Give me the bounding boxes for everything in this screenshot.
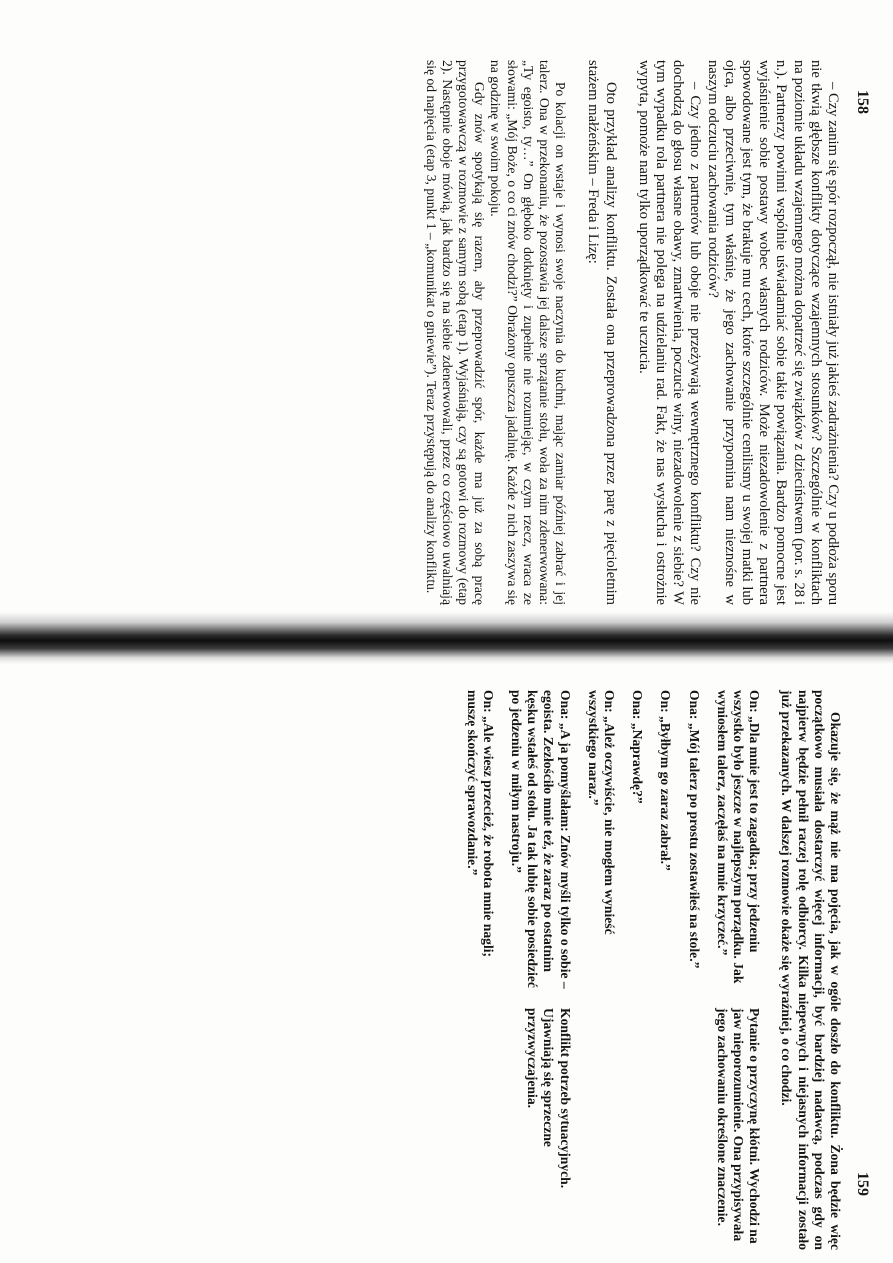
paragraph-example: Po kolacji on wstaje i wynosi swoje naczynia do kuchni, mając zamiar później zabrać i jej talerz. Ona w przekonaniu, że pozostawia jej dalsze sprzątanie stołu, woła za nim zdenerwowana: „Ty egoisto, ty…” On głęboko dotknięty i zupełnie nie rozumiejąc, w czym rzecz, wraca ze słowami: „Mój Boże, o co ci znów chodzi?” Obrażony opuszcza jadalnię. Każde z nich zaszywa się na godzinę w swoim pokoju.: [488, 60, 569, 605]
dialogue-comment: [629, 1008, 645, 1248]
dialogue-row: [714, 690, 763, 1250]
paragraph: – Czy jedno z partnerów lub oboje nie przeżywają wewnętrznego konfliktu? Czy nie dochodzą do głosu własne obawy, zmartwienia, poczucie winy, niezadowolenie z siebie? W tym wypadku rola partnera nie polega na udzielaniu rad. Fakt, że nas wysłucha i ostrożnie wypyta, pomoże nam tylko uporządkować te uczucia.: [635, 60, 704, 605]
dialogue-comment: Konflikt potrzeb sytuacyjnych. Ujawniają się sprzeczne przyzwyczajenia.: [525, 1008, 573, 1189]
dialogue-row: [585, 690, 617, 1250]
dialogue-row: [508, 690, 573, 1250]
dialogue-comment: [685, 1008, 701, 1248]
dialogue-comment: [657, 1008, 673, 1248]
dialogue-line: On: „Byłbym go zaraz zabrał.”: [658, 690, 674, 871]
paragraph: – Czy zanim się spór rozpoczął, nie istniały już jakieś zadrażnienia? Czy u podłoża sporu nie tkwią głębsze konflikty dotyczące wzajemnych stosunków? Szczególnie w konfliktach na poziomie układu wzajemnego można dopatrzeć się związków z dzieciństwem (por. s. 28 i n.). Partnerzy powinni wspólnie uświadamiać sobie takie powiązania. Bardzo pomocne jest wyjaśnienie sobie postawy wobec własnych rodziców. Może niezadowolenie z partnera spowodowane jest tym, że brakuje mu cech, które szczególnie cenilismy u swojej matki lub ojca, albo przeciwnie, tym właśnie, że jego zachowanie przypomina nam nieznośne w naszym odczuciu zachowania rodziców?: [704, 60, 841, 605]
dialogue-row: [685, 690, 701, 1250]
dialogue-line: Ona: „Naprawdę?”: [630, 690, 646, 804]
book-gutter: [0, 612, 893, 664]
dialogue-line: Ona: „A ja pomyślałam: Znów myśli tylko o sobie – egoista. Zezłościło mnie też, że zaraz po ostatnim kęsku wstałeś od stołu. Ja tak lubię sobie posiedzieć po jedzeniu w miłym nastroju.”: [508, 690, 573, 989]
dialogue-row: [629, 690, 645, 1250]
dialogue-line: On: „Ależ oczywiście, nie mogłem wynieść wszystkiego naraz.”: [585, 690, 617, 935]
dialogue-block: [463, 690, 762, 1250]
intro-paragraph: Okazuje się, że mąż nie ma pojęcia, jak w ogóle doszło do konfliktu. Żona będzie więc początkowo musiała dostarczyć więcej informacji, być bardziej nadawcą, podczas gdy on najpierw będzie pełnił raczej rolę odbiorcy. Kilka niepewnych i niejasnych informacji zostało już przekazanych. W dalszej rozmowie okaże się wyraźniej, o co chodzi.: [779, 690, 843, 1250]
dialogue-comment: Pytanie o przyczynę kłótni. Wychodzi na jaw nieporozumienie. Ona przypisywała jego zachowaniu określone znaczenie.: [714, 1008, 763, 1244]
dialogue-comment: [463, 1008, 495, 1248]
dialogue-row: [657, 690, 673, 1250]
page-number-right: 159: [854, 1172, 871, 1196]
page-158-text: [422, 60, 841, 605]
paragraph-example: Gdy znów spotykają się razem, aby przeprowadzić spór, każde ma już za sobą pracę przygotowawczą w rozmowie z samym sobą (etap 1). Wyjaśniają, czy są gotowi do rozmowy (etap 2). Następnie oboje mówią, jak bardzo się na siebie zdenerwowali, przez co częściowo uwalniają się od napięcia (etap 3, punkt 1 – „komunikat o gniewie”). Teraz przystępują do analizy konfliktu.: [423, 60, 488, 605]
page-number-left: 158: [854, 90, 871, 114]
dialogue-row: [463, 690, 495, 1250]
dialogue-line: On: „Dla mnie jest to zagadka; przy jedzeniu wszystko było jeszcze w najlepszym porządku. Jak wyniosłem talerz, zaczęłaś na mnie krzyczeć.”: [714, 690, 763, 984]
page-159-text: [451, 690, 843, 1250]
dialogue-line: Ona: „Mój talerz po prostu zostawiłeś na stole.”: [686, 690, 702, 969]
dialogue-line: On: „Ale wiesz przecież, że robota mnie nagli; muszę skończyć sprawozdanie.”: [464, 690, 496, 958]
paragraph: Oto przykład analizy konfliktu. Została ona przeprowadzona przez parę z pięcioletnim stażem małżeńskim – Freda i Lizę:: [585, 60, 619, 605]
dialogue-comment: [585, 1008, 617, 1248]
